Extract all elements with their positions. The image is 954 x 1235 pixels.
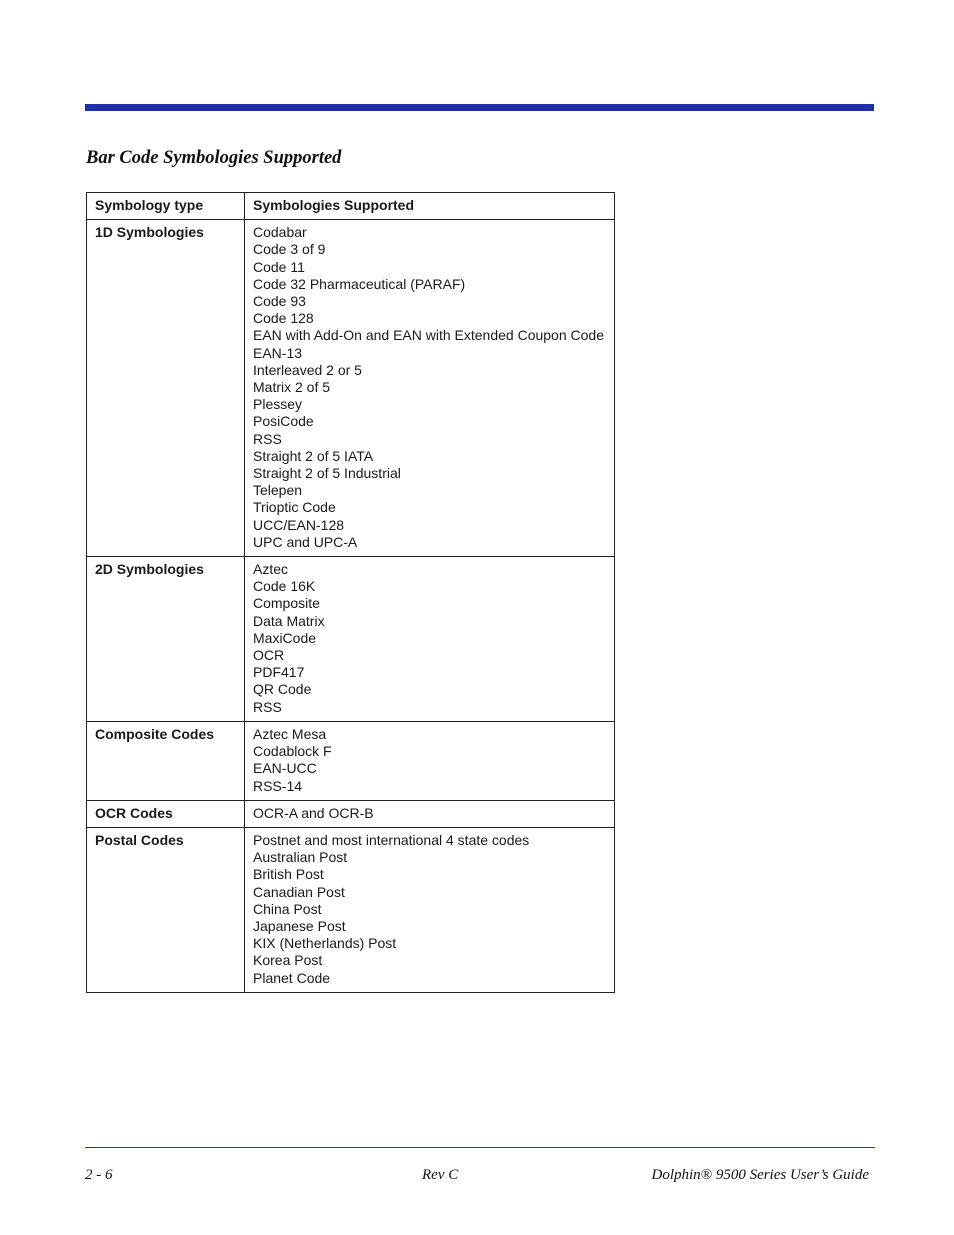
symbology-item: Code 16K — [253, 578, 316, 595]
symbology-type-cell: OCR Codes — [87, 800, 245, 827]
header-rule — [85, 104, 874, 111]
symbology-item: Straight 2 of 5 Industrial — [253, 465, 401, 482]
table-row — [87, 557, 615, 722]
symbology-item: Composite — [253, 595, 320, 612]
symbology-item: Code 128 — [253, 310, 314, 327]
symbology-item: PosiCode — [253, 413, 314, 430]
symbology-item: Codabar — [253, 224, 307, 241]
symbology-item: EAN with Add-On and EAN with Extended Coupon Code — [253, 327, 604, 344]
guide-title: Dolphin® 9500 Series User’s Guide — [651, 1167, 869, 1183]
symbology-item: Code 11 — [253, 258, 305, 275]
symbology-item: Code 93 — [253, 293, 306, 310]
symbology-item: Telepen — [253, 482, 303, 499]
symbology-item: OCR-A and OCR-B — [253, 804, 374, 821]
table-row — [87, 800, 615, 827]
symbology-item: Data Matrix — [253, 612, 325, 629]
symbology-item: QR Code — [253, 681, 312, 698]
symbologies-list-cell — [245, 220, 615, 557]
symbology-item: Code 32 Pharmaceutical (PARAF) — [253, 275, 466, 292]
symbology-item: Postnet and most international 4 state codes — [253, 831, 530, 848]
symbology-type-cell: Composite Codes — [87, 721, 245, 800]
symbology-item: Australian Post — [253, 849, 348, 866]
symbology-item: UCC/EAN-128 — [253, 516, 345, 533]
symbology-item: EAN-UCC — [253, 760, 317, 777]
symbology-type-cell: Postal Codes — [87, 827, 245, 992]
symbology-item: MaxiCode — [253, 629, 317, 646]
symbology-type-cell: 1D Symbologies — [87, 220, 245, 557]
symbology-item: Trioptic Code — [253, 499, 336, 516]
symbology-item: KIX (Netherlands) Post — [253, 935, 397, 952]
table-row — [87, 827, 615, 992]
symbologies-list-cell — [245, 557, 615, 722]
symbology-item: Code 3 of 9 — [253, 241, 326, 258]
symbology-item: RSS — [253, 430, 282, 447]
symbology-item: Japanese Post — [253, 917, 346, 934]
symbology-item: Canadian Post — [253, 883, 345, 900]
symbologies-list-cell — [245, 721, 615, 800]
symbology-item: RSS-14 — [253, 777, 303, 794]
revision-label: Rev C — [422, 1167, 459, 1183]
symbology-item: PDF417 — [253, 664, 305, 681]
column-header-symbology-type: Symbology type — [87, 193, 245, 220]
symbology-type-cell: 2D Symbologies — [87, 557, 245, 722]
symbology-item: Interleaved 2 or 5 — [253, 361, 362, 378]
symbology-item: Plessey — [253, 396, 303, 413]
table-row — [87, 220, 615, 557]
table-header-row — [87, 193, 615, 220]
page-number: 2 - 6 — [85, 1167, 113, 1183]
symbology-item: OCR — [253, 647, 285, 664]
symbologies-list-cell — [245, 800, 615, 827]
symbology-item: Planet Code — [253, 969, 331, 986]
section-title: Bar Code Symbologies Supported — [86, 148, 342, 168]
symbology-item: Codablock F — [253, 743, 332, 760]
symbology-item: RSS — [253, 698, 282, 715]
symbology-item: Aztec — [253, 561, 289, 578]
symbology-item: Matrix 2 of 5 — [253, 379, 331, 396]
symbology-item: British Post — [253, 866, 324, 883]
symbology-item: Aztec Mesa — [253, 725, 327, 742]
symbologies-table — [86, 192, 615, 993]
symbology-item: Korea Post — [253, 952, 323, 969]
symbology-item: EAN-13 — [253, 344, 303, 361]
symbology-item: China Post — [253, 900, 322, 917]
symbology-item: Straight 2 of 5 IATA — [253, 447, 374, 464]
table-row — [87, 721, 615, 800]
column-header-symbologies-supported: Symbologies Supported — [245, 193, 615, 220]
symbologies-list-cell — [245, 827, 615, 992]
footer-rule — [85, 1147, 875, 1148]
symbology-item: UPC and UPC-A — [253, 533, 358, 550]
table-body — [87, 220, 615, 993]
